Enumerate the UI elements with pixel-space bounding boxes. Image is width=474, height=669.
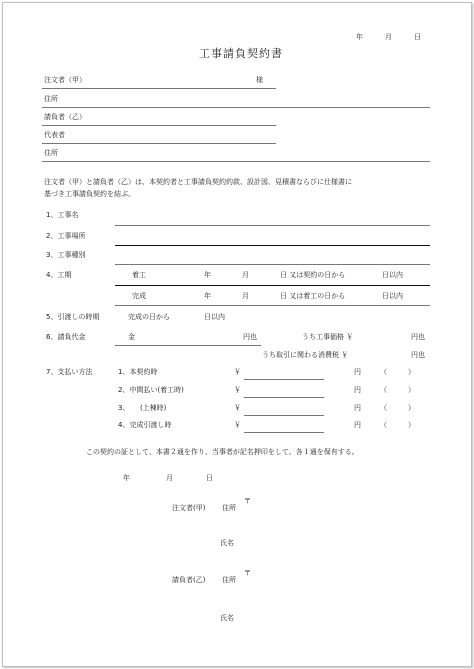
payment-2-label: 2、中間払い(着工時) bbox=[118, 386, 184, 394]
period-finish-days-within: 日以内 bbox=[382, 292, 403, 300]
contractor-line bbox=[42, 125, 276, 126]
period-start-line bbox=[115, 285, 430, 286]
item-period: 4、工期 bbox=[46, 271, 72, 279]
period-finish-day-text: 日 又は着工の日から bbox=[280, 292, 346, 300]
signature-contractor-label: 請負者(乙) bbox=[172, 576, 206, 584]
payment-4-unit: 円 bbox=[354, 421, 361, 429]
payment-1-label: 1、本契約時 bbox=[118, 368, 158, 376]
intro-line-2: 基づき工事請負契約を結ぶ。 bbox=[44, 190, 136, 198]
closing-year: 年 bbox=[123, 474, 130, 482]
signature-contractor-name-label: 氏名 bbox=[220, 614, 234, 622]
period-start-month: 月 bbox=[242, 271, 249, 279]
payment-4-open: （ bbox=[380, 421, 387, 429]
price-prefix: 金 bbox=[128, 333, 135, 341]
period-start-year: 年 bbox=[204, 271, 211, 279]
intro-line-1: 注文者（甲）と請負者（乙）は、本契約者と工事請負契約約款、設計図、見積書ならびに仕様書に bbox=[44, 178, 352, 186]
price-construction-unit: 円也 bbox=[411, 333, 425, 341]
price-tax-label: うち取引に関わる消費税 ￥ bbox=[262, 351, 349, 359]
payment-4-yen: ￥ bbox=[234, 421, 241, 429]
signature-orderer-label: 注文者(甲) bbox=[172, 504, 206, 512]
contractor-address-label: 住所 bbox=[44, 149, 58, 157]
item-work-type: 3、工事種別 bbox=[46, 251, 86, 259]
payment-1-line bbox=[244, 379, 324, 380]
document-title: 工事請負契約書 bbox=[199, 47, 283, 60]
period-start-day-text: 日 又は契約の日から bbox=[280, 271, 346, 279]
payment-1-unit: 円 bbox=[354, 368, 361, 376]
header-date-year: 年 bbox=[356, 33, 363, 41]
closing-month: 月 bbox=[166, 474, 173, 482]
item-payment: 7、支払い方法 bbox=[46, 368, 93, 376]
period-finish-year: 年 bbox=[204, 292, 211, 300]
orderer-address-line bbox=[42, 107, 430, 108]
item-delivery: 5、引渡しの時期 bbox=[46, 313, 100, 321]
period-finish-label: 完成 bbox=[132, 292, 146, 300]
price-line bbox=[115, 345, 261, 346]
payment-1-close: ） bbox=[408, 368, 415, 376]
representative-line bbox=[42, 143, 276, 144]
item-price: 6、請負代金 bbox=[46, 333, 86, 341]
price-yen-unit: 円也 bbox=[243, 333, 257, 341]
period-finish-month: 月 bbox=[242, 292, 249, 300]
payment-4-close: ） bbox=[408, 421, 415, 429]
header-date-month: 月 bbox=[385, 33, 392, 41]
representative-label: 代表者 bbox=[44, 131, 65, 139]
signature-orderer-postal-mark: 〒 bbox=[244, 497, 251, 505]
payment-3-yen: ￥ bbox=[234, 404, 241, 412]
payment-3-open: （ bbox=[380, 404, 387, 412]
period-finish-line bbox=[115, 305, 430, 306]
closing-day: 日 bbox=[206, 474, 213, 482]
payment-2-line bbox=[244, 397, 324, 398]
signature-contractor-address-label: 住所 bbox=[222, 576, 236, 584]
orderer-address-label: 住所 bbox=[44, 95, 58, 103]
payment-3-unit: 円 bbox=[354, 404, 361, 412]
work-name-line bbox=[115, 225, 430, 226]
delivery-text: 完成の日から bbox=[128, 313, 170, 321]
payment-3-line bbox=[244, 415, 324, 416]
price-construction-label: うち工事価格 ￥ bbox=[302, 333, 354, 341]
work-type-line bbox=[115, 264, 430, 265]
period-start-days-within: 日以内 bbox=[382, 271, 403, 279]
signature-orderer-address-label: 住所 bbox=[222, 504, 236, 512]
price-tax-unit: 円也 bbox=[411, 351, 425, 359]
payment-2-unit: 円 bbox=[354, 386, 361, 394]
item-work-place: 2、工事場所 bbox=[46, 232, 86, 240]
contractor-address-line bbox=[42, 161, 430, 162]
payment-2-close: ） bbox=[408, 386, 415, 394]
payment-3-label: 3、 (上棟時) bbox=[118, 404, 167, 412]
payment-1-yen: ￥ bbox=[234, 368, 241, 376]
closing-text: この契約の証として、本書２通を作り、当事者が記名押印をして、各１通を保有する。 bbox=[86, 448, 359, 456]
signature-orderer-name-label: 氏名 bbox=[220, 539, 234, 547]
delivery-days: 日以内 bbox=[204, 313, 225, 321]
item-work-name: 1、工事名 bbox=[46, 211, 79, 219]
payment-3-close: ） bbox=[408, 404, 415, 412]
orderer-suffix: 様 bbox=[256, 76, 263, 84]
orderer-label: 注文者（甲） bbox=[44, 76, 86, 84]
header-date-day: 日 bbox=[414, 33, 421, 41]
period-start-label: 着工 bbox=[132, 271, 146, 279]
work-place-line bbox=[115, 245, 430, 246]
signature-contractor-postal-mark: 〒 bbox=[244, 569, 251, 577]
payment-4-line bbox=[244, 432, 324, 433]
payment-2-open: （ bbox=[380, 386, 387, 394]
orderer-line bbox=[42, 88, 276, 89]
payment-2-yen: ￥ bbox=[234, 386, 241, 394]
contractor-label: 請負者（乙） bbox=[44, 113, 86, 121]
payment-1-open: （ bbox=[380, 368, 387, 376]
payment-4-label: 4、完成引渡し時 bbox=[118, 421, 172, 429]
